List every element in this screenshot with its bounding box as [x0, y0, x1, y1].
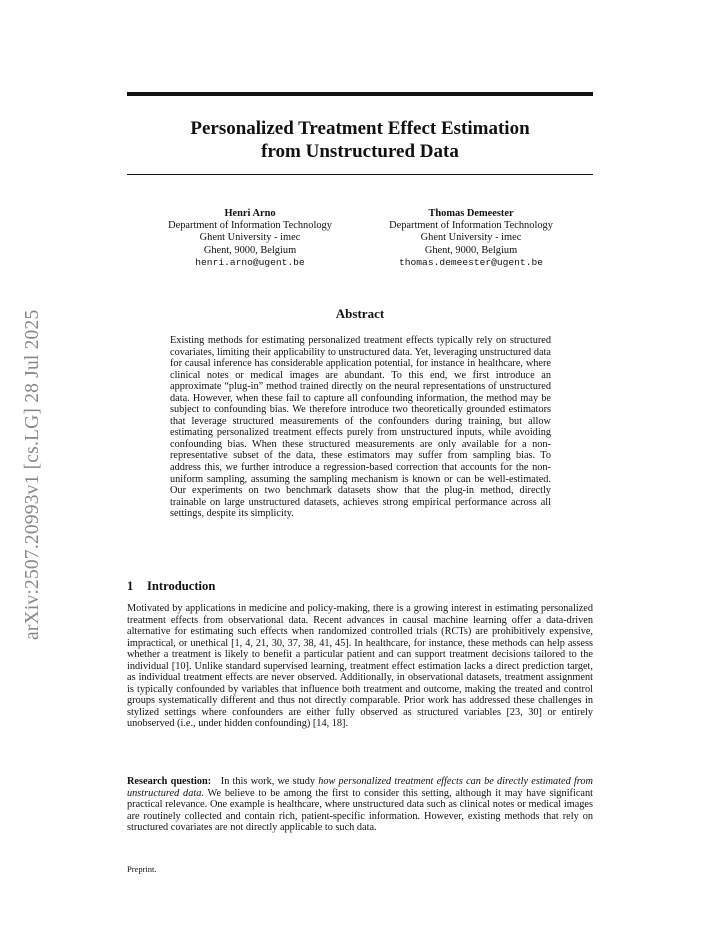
arxiv-stamp: arXiv:2507.20993v1 [cs.LG] 28 Jul 2025 — [22, 309, 43, 640]
section-title: Introduction — [147, 579, 216, 593]
author-block-2 — [371, 208, 571, 269]
author-location: Ghent, 9000, Belgium — [203, 244, 297, 256]
research-question-label: Research question: — [127, 776, 212, 787]
author-email[interactable]: henri.arno@ugent.be — [195, 256, 305, 268]
paper-title-line-1: Personalized Treatment Effect Estimation — [190, 118, 530, 139]
section-heading — [127, 579, 215, 594]
paper-title — [127, 117, 593, 163]
abstract-body: Existing methods for estimating personalized treatment effects typically rely on structured covariates, limiting their applicability to unstructured data. Yet, leveraging unstructured data for causal inference has considerable application potential, for instance in healthcare, where clinical notes or medical images are abundant. To this end, we first introduce an approximate “plug-in” method trained directly on the neural representations of unstructured data. However, when these fail to capture all confounding information, the method may be subject to confounding bias. We therefore introduce two theoretically grounded estimators that leverage structured measurements of the confounders during training, but allow estimating personalized treatment effects purely from unstructured inputs, while avoiding confounding bias. When these structured measurements are only available for a non-representative subset of the data, these estimators may suffer from sampling bias. To address this, we further introduce a regression-based correction that accounts for the non-uniform sampling, assuming the sampling mechanism is known or can be well-estimated. Our experiments on two benchmark datasets show that the plug-in method, directly trainable on large unstructured datasets, achieves strong empirical performance across all settings, despite its simplicity. — [170, 335, 551, 520]
title-rule-bottom — [127, 174, 593, 175]
author-department: Department of Information Technology — [168, 220, 332, 232]
author-name: Henri Arno — [224, 208, 276, 219]
section-number: 1 — [127, 579, 134, 593]
author-email[interactable]: thomas.demeester@ugent.be — [399, 256, 543, 268]
paper-title-line-2: from Unstructured Data — [261, 141, 459, 162]
abstract-heading: Abstract — [335, 306, 385, 321]
author-affiliation: Ghent University - imec — [420, 232, 522, 244]
author-name: Thomas Demeester — [428, 208, 514, 219]
title-rule-top — [127, 92, 593, 96]
author-department: Department of Information Technology — [389, 220, 553, 232]
research-question-pre: In this work, we study — [220, 776, 319, 787]
intro-paragraph: Motivated by applications in medicine and policy-making, there is a growing interest in estimating personalized treatment effects from observational data. Recent advances in causal machine learning offer a data-driven alternative for estimating such effects when randomized controlled trials (RCTs) are prohibitively expensive, impractical, or unethical [1, 4, 21, 30, 37, 38, 41, 45]. In healthcare, for instance, these methods can help assess whether a treatment is likely to benefit a particular patient and can support treatment decisions tailored to the individual [10]. Unlike standard supervised learning, treatment effect estimation lacks a direct prediction target, as individual treatment effects are never observed. Additionally, in observational datasets, treatment assignment is typically confounded by variables that influence both treatment and outcome, making the treated and control groups systematically different and thus not directly comparable. Prior work has addressed these challenges in stylized settings where confounders are either fully observed as structured variables [23, 30] or entirely unobserved (i.e., under hidden confounding) [14, 18]. — [127, 603, 593, 730]
research-question-post: . We believe to be among the first to consider this setting, although it may have significant practical relevance. One example is healthcare, where unstructured data such as clinical notes or medical images are routinely collected and contain rich, patient-specific information. However, existing methods that rely on structured covariates are not directly applicable to such data. — [127, 787, 593, 834]
author-block-1 — [150, 208, 350, 269]
author-location: Ghent, 9000, Belgium — [424, 244, 518, 256]
research-question-emphasis: how personalized treatment effects can be directly estimated from unstructured data — [127, 776, 593, 799]
research-question-paragraph — [127, 776, 593, 834]
author-affiliation: Ghent University - imec — [199, 232, 301, 244]
footer-note: Preprint. — [127, 864, 157, 874]
